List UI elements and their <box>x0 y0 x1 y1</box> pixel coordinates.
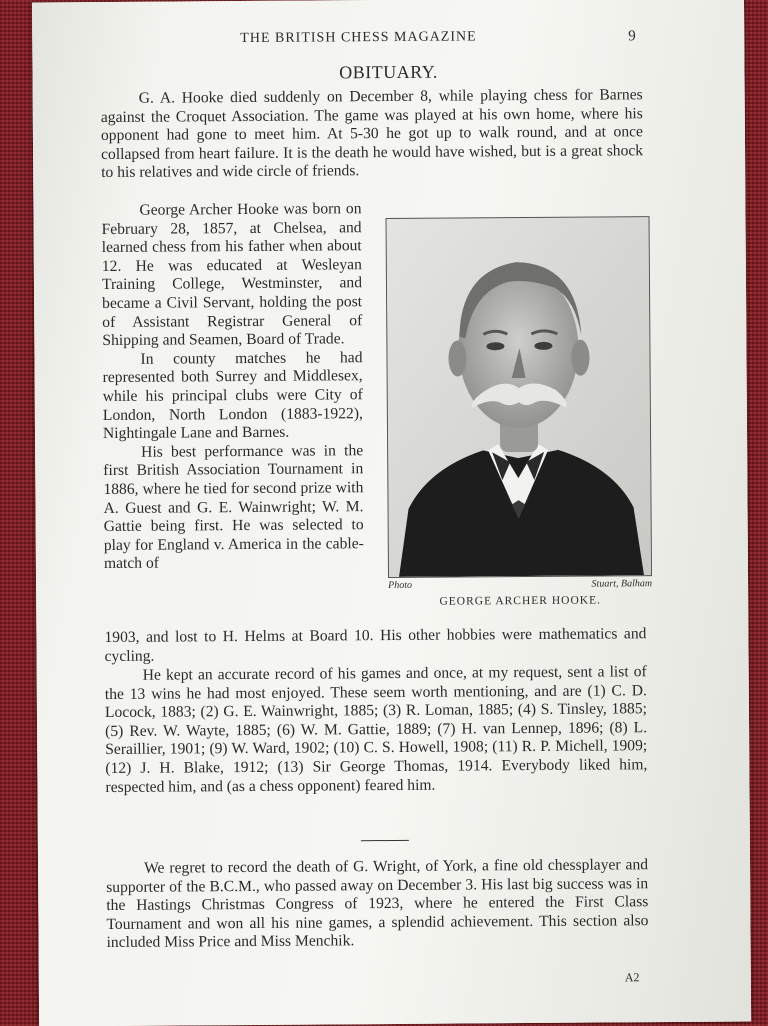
magazine-page <box>32 0 751 1026</box>
intro-text: G. A. Hooke died suddenly on December 8, while playing chess for Barnes against the Croquet Association. The game was played at his own home, where his opponent had gone to meet him. At 5-30 he got up to walk round, and at once collapsed from heart failure. It is the death he would have wished, but is a great shock to his relatives and wide circle of friends. <box>100 86 644 182</box>
obituary-heading: OBITUARY. <box>339 61 438 83</box>
intro-paragraph <box>101 86 644 183</box>
photo-credit-label: Photo <box>388 579 413 592</box>
column-paragraph: In county matches he had represented both Surrey and Middlesex, while his principal clubs were City of London, North London (1883-1922), Nightingale Lane and Barnes. <box>102 348 363 443</box>
wright-text: We regret to record the death of G. Wright, of York, a fine old chessplayer and supporter of the B.C.M., who passed away on December 3. His last big success was in the Hastings Christmas Congress of 1923, where he entered the First Class Tournament and won all his nine games, a splendid achievement. This section also included Miss Price and Miss Menchik. <box>106 856 649 952</box>
continuation-text: 1903, and lost to H. Helms at Board 10. His other hobbies were mathematics and cycling. <box>104 625 647 665</box>
portrait-photo <box>386 216 653 578</box>
continuation-paragraph <box>104 625 646 666</box>
page-number: 9 <box>628 28 636 45</box>
column-paragraph: His best performance was in the first British Association Tournament in 1886, where he tied for second prize with A. Guest and G. E. Wainwright; W. M. Gattie being first. He was selected to play for England v. America in the cable-match of <box>103 441 364 573</box>
record-paragraph <box>105 663 648 797</box>
left-column <box>101 200 364 574</box>
running-title: THE BRITISH CHESS MAGAZINE <box>240 29 477 47</box>
portrait-image <box>387 217 651 577</box>
wright-paragraph <box>106 856 649 953</box>
column-paragraph: George Archer Hooke was born on February 28, 1857, at Chelsea, and learned chess from his father when about 12. He was educated at Wesleyan Training College, Westminster, and became a Civil Servant, holding the post of Assistant Registrar General of Shipping and Seamen, Board of Trade. <box>101 200 363 350</box>
photo-caption: GEORGE ARCHER HOOKE. <box>439 594 601 608</box>
photo-credit-row <box>388 578 653 592</box>
record-text: He kept an accurate record of his games and once, at my request, sent a list of the 13 wins he had most enjoyed. These seem worth mentioning, and are (1) C. D. Locock, 1883; (2) G. E. Wainwright, 1885; (3) R. Loman, 1885; (4) S. Tinsley, 1885; (5) Rev. W. Wayte, 1885; (6) W. M. Gattie, 1889; (7) H. van Lennep, 1896; (8) L. Seraillier, 1901; (9) W. Ward, 1902; (10) C. S. Howell, 1908; (11) R. P. Michell, 1909; (12) J. H. Blake, 1912; (13) Sir George Thomas, 1914. Everybody liked him, respected him, and (as a chess opponent) feared him. <box>104 663 648 796</box>
signature-mark: A2 <box>624 970 640 985</box>
photo-credit-studio: Stuart, Balham <box>591 578 653 590</box>
section-divider <box>361 840 409 841</box>
